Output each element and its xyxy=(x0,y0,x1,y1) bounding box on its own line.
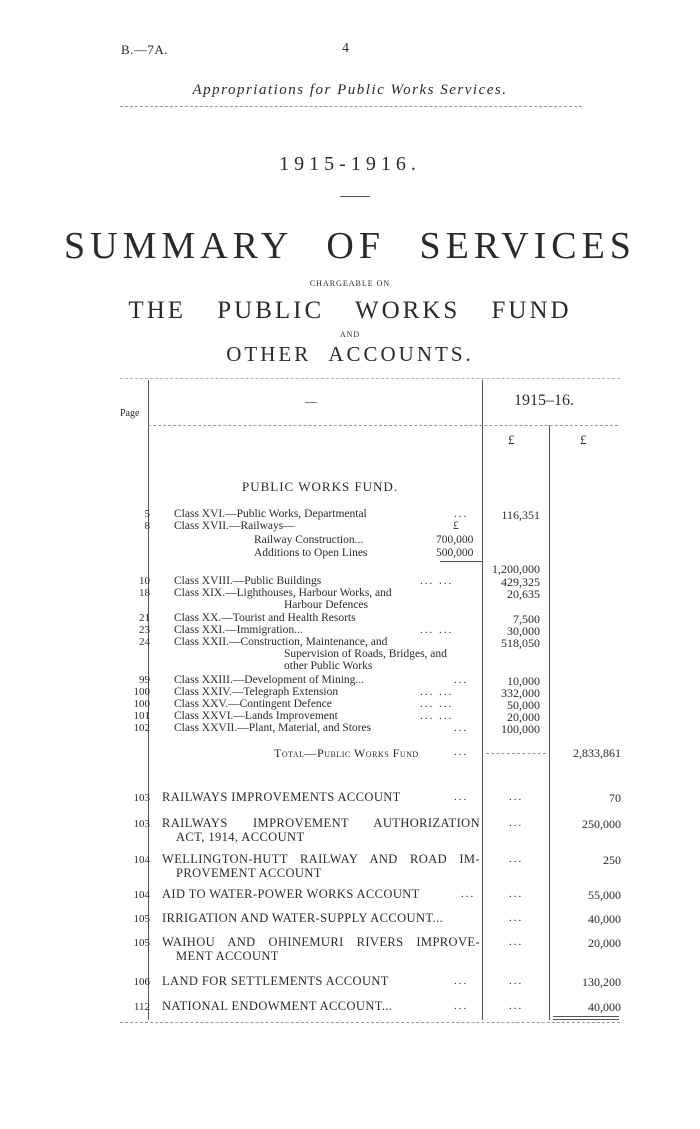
account-name: RAILWAYS IMPROVEMENTS ACCOUNT xyxy=(162,790,401,804)
row-page: 102 xyxy=(133,722,150,734)
row-description: Class XXIII.—Development of Mining... xyxy=(174,674,365,686)
account-page: 106 xyxy=(133,976,150,988)
sub-item-label: Additions to Open Lines xyxy=(254,547,368,559)
account-page: 105 xyxy=(133,913,150,925)
row-description-cont: Supervision of Roads, Bridges, and xyxy=(284,648,447,660)
account-mid-dots: ... xyxy=(509,853,524,865)
account-name: LAND FOR SETTLEMENTS ACCOUNT xyxy=(162,974,389,988)
row-dots: ... ... xyxy=(420,698,454,710)
account-mid-dots: ... xyxy=(509,912,524,924)
row-description: Class XVII.—Railways— xyxy=(174,520,295,532)
account-amount: 40,000 xyxy=(588,912,621,926)
pound-unit-2: £ xyxy=(580,432,587,447)
and-connector: AND xyxy=(339,330,361,339)
chargeable-on: CHARGEABLE ON xyxy=(309,279,391,288)
row-amount: 332,000 xyxy=(501,686,540,700)
row-page: 24 xyxy=(139,636,150,648)
account-name: NATIONAL ENDOWMENT ACCOUNT... xyxy=(162,999,393,1013)
account-page: 105 xyxy=(133,937,150,949)
row-description: Class XXV.—Contingent Defence xyxy=(174,698,332,710)
account-dots: ... xyxy=(454,975,469,987)
header-rule xyxy=(120,106,582,107)
account-amount: 70 xyxy=(609,791,621,805)
row-dots: ... xyxy=(454,722,469,734)
row-description: Class XVIII.—Public Buildings xyxy=(174,575,322,587)
row-dots: ... ... xyxy=(420,686,454,698)
account-page: 112 xyxy=(133,1001,150,1013)
section-heading: PUBLIC WORKS FUND. xyxy=(242,479,399,494)
account-page: 103 xyxy=(133,818,150,830)
year-rule xyxy=(340,196,370,197)
row-page: 101 xyxy=(133,710,150,722)
account-dots: ... xyxy=(461,888,476,900)
account-page: 103 xyxy=(133,792,150,804)
header-divider xyxy=(148,425,618,426)
row-dots: ... xyxy=(454,674,469,686)
account-name-cont: ACT, 1914, ACCOUNT xyxy=(176,830,305,844)
total-label: Total—Public Works Fund xyxy=(274,746,419,760)
row-amount: 1,200,000 xyxy=(492,562,540,576)
year-heading: 1915-1916. xyxy=(279,153,421,175)
row-description: Class XX.—Tourist and Health Resorts xyxy=(174,612,356,624)
row-dots: ... xyxy=(454,508,469,520)
account-mid-dots: ... xyxy=(509,975,524,987)
row-amount: 7,500 xyxy=(513,612,540,626)
row-amount: 20,635 xyxy=(507,587,540,601)
row-description: Class XXVI.—Lands Improvement xyxy=(174,710,338,722)
row-description-cont: Harbour Defences xyxy=(284,599,368,611)
account-page: 104 xyxy=(133,854,150,866)
account-mid-dots: ... xyxy=(509,1000,524,1012)
row-amount: 429,325 xyxy=(501,575,540,589)
row-page: 8 xyxy=(144,520,150,532)
final-double-rule-top xyxy=(553,1016,619,1017)
row-amount: 20,000 xyxy=(507,710,540,724)
account-name: AID TO WATER-POWER WORKS ACCOUNT xyxy=(162,887,420,901)
running-title: Appropriations for Public Works Services. xyxy=(192,82,508,98)
account-amount: 250,000 xyxy=(582,817,621,831)
row-page: 100 xyxy=(133,686,150,698)
row-amount: 50,000 xyxy=(507,698,540,712)
row-amount: 116,351 xyxy=(501,508,540,522)
row-page: 23 xyxy=(139,624,150,636)
row-page: 5 xyxy=(144,508,150,520)
row-description-cont: other Public Works xyxy=(284,660,373,672)
row-dots: ... ... xyxy=(420,575,454,587)
row-description: Class XXVII.—Plant, Material, and Stores xyxy=(174,722,372,734)
account-dots: ... xyxy=(454,1000,469,1012)
total-amount: 2,833,861 xyxy=(573,746,621,760)
document-reference: B.—7A. xyxy=(121,42,169,57)
sub-item-amount: 500,000 xyxy=(436,547,474,559)
account-name: WELLINGTON-HUTT RAILWAY AND ROAD IM- xyxy=(162,852,480,866)
account-name-cont: PROVEMENT ACCOUNT xyxy=(176,866,322,880)
account-amount: 20,000 xyxy=(588,936,621,950)
row-amount: 518,050 xyxy=(501,636,540,650)
row-description: Class XVI.—Public Works, Departmental xyxy=(174,508,367,520)
other-accounts-title: OTHER ACCOUNTS. xyxy=(226,342,474,366)
row-page: 99 xyxy=(139,674,150,686)
page-number: 4 xyxy=(342,41,349,56)
total-leader-rule xyxy=(486,753,546,754)
final-double-rule-bottom xyxy=(553,1019,619,1020)
account-mid-dots: ... xyxy=(509,817,524,829)
account-amount: 250 xyxy=(603,853,621,867)
account-amount: 40,000 xyxy=(588,1000,621,1014)
account-name-cont: MENT ACCOUNT xyxy=(176,949,279,963)
account-page: 104 xyxy=(133,889,150,901)
row-dots: ... ... xyxy=(420,624,454,636)
account-name: IRRIGATION AND WATER-SUPPLY ACCOUNT... xyxy=(162,911,444,925)
year-column-label: 1915–16. xyxy=(514,392,574,409)
row-page: 18 xyxy=(139,587,150,599)
account-mid-dots: ... xyxy=(509,936,524,948)
account-mid-dots: ... xyxy=(509,791,524,803)
row-amount: 100,000 xyxy=(501,722,540,736)
row-page: 100 xyxy=(133,698,150,710)
row-page: 10 xyxy=(139,575,150,587)
account-name: WAIHOU AND OHINEMURI RIVERS IMPROVE- xyxy=(162,935,480,949)
account-amount: 55,000 xyxy=(588,888,621,902)
account-name: RAILWAYS IMPROVEMENT AUTHORIZATION xyxy=(162,816,480,830)
fund-title: THE PUBLIC WORKS FUND xyxy=(128,297,572,324)
row-amount: 10,000 xyxy=(507,674,540,688)
bottom-rule xyxy=(120,1022,620,1023)
account-amount: 130,200 xyxy=(582,975,621,989)
row-description: Class XXIV.—Telegraph Extension xyxy=(174,686,339,698)
account-mid-dots: ... xyxy=(509,888,524,900)
total-column-divider xyxy=(549,425,550,1020)
row-description: Class XIX.—Lighthouses, Harbour Works, and xyxy=(174,587,392,599)
account-dots: ... xyxy=(454,791,469,803)
summary-title: SUMMARY OF SERVICES xyxy=(64,225,636,267)
row-dots: ... ... xyxy=(420,710,454,722)
table-top-rule xyxy=(120,378,620,379)
row-page: 21 xyxy=(139,612,150,624)
pound-unit-1: £ xyxy=(508,432,515,447)
total-dots: ... xyxy=(454,746,469,758)
subtotal-rule xyxy=(440,561,482,562)
sub-item-label: Railway Construction... xyxy=(254,534,364,546)
row-description: Class XXII.—Construction, Maintenance, and xyxy=(174,636,388,648)
sub-item-amount: 700,000 xyxy=(436,534,474,546)
row-amount: 30,000 xyxy=(507,624,540,638)
row-description: Class XXI.—Immigration... xyxy=(174,624,303,636)
sub-pound: £ xyxy=(453,520,459,532)
page-column-label: Page xyxy=(120,408,140,419)
description-column-label: — xyxy=(305,394,317,408)
